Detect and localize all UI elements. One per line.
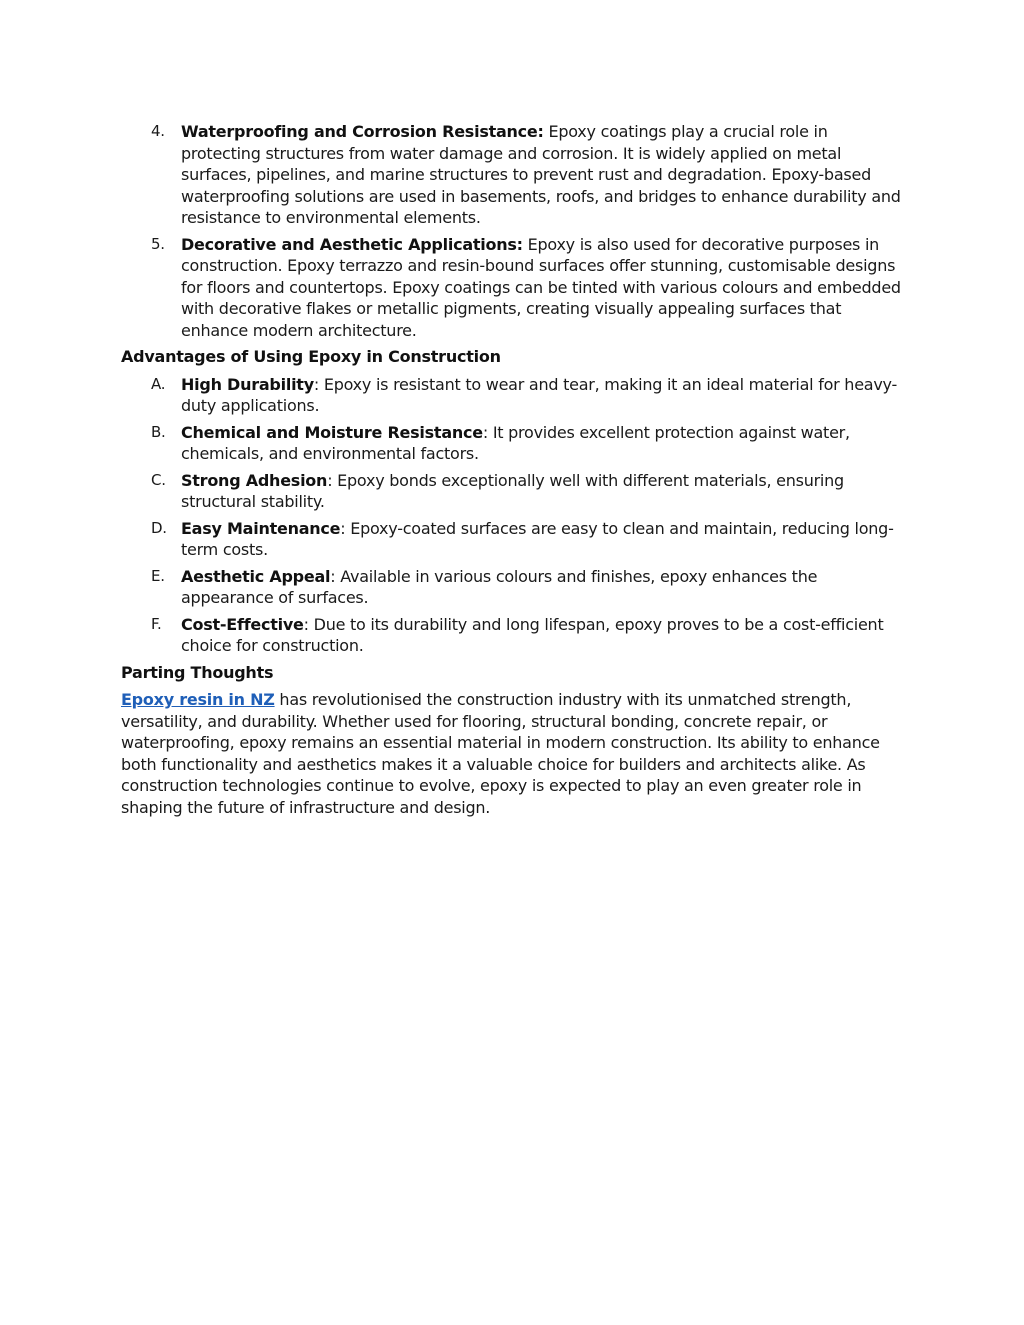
parting-text: has revolutionised the construction industry with its unmatched strength, versatility, and durability. Whether used for flooring, structural bonding, concrete repair, or waterproofing, epoxy remains an essential material in modern construction. Its ability to enhance both functionality and aesthetics makes it a valuable choice for builders and architects alike. As construction technologies continue to evolve, epoxy is expected to play an even greater role in shaping the future of infrastructure and design. (121, 690, 880, 817)
advantage-text: : Available in various colours and finishes, epoxy enhances the appearance of surfaces. (181, 566, 818, 607)
advantage-item-aesthetic (121, 566, 911, 609)
advantage-title: Easy Maintenance (181, 518, 341, 538)
advantage-title: Aesthetic Appeal (181, 566, 331, 586)
list-item-waterproofing (121, 121, 911, 229)
advantage-item-maintenance (121, 518, 911, 561)
advantage-title: Chemical and Moisture Resistance (181, 422, 483, 442)
advantage-item-adhesion (121, 470, 911, 513)
list-marker: A. (151, 374, 166, 393)
document-page (121, 121, 911, 818)
list-marker: B. (151, 422, 166, 441)
list-marker: E. (151, 566, 165, 585)
list-marker: D. (151, 518, 167, 537)
epoxy-resin-link[interactable]: Epoxy resin in NZ (121, 690, 275, 709)
list-item-decorative (121, 234, 911, 342)
list-marker: F. (151, 614, 162, 633)
advantage-item-chemical (121, 422, 911, 465)
advantage-text: : Epoxy bonds exceptionally well with different materials, ensuring structural stability. (181, 470, 844, 511)
advantage-text: : Epoxy is resistant to wear and tear, making it an ideal material for heavy-duty applications. (181, 374, 898, 415)
list-item-text: Epoxy is also used for decorative purposes in construction. Epoxy terrazzo and resin-bound surfaces offer stunning, customisable designs for floors and countertops. Epoxy coatings can be tinted with various colours and embedded with decorative flakes or metallic pigments, creating visually appealing surfaces that enhance modern architecture. (181, 234, 901, 340)
list-marker: 4. (151, 122, 165, 140)
list-marker: 5. (151, 234, 165, 253)
parting-paragraph (121, 689, 911, 818)
list-marker: C. (151, 470, 166, 489)
list-item-text: Epoxy coatings play a crucial role in protecting structures from water damage and corrosion. It is widely applied on metal surfaces, pipelines, and marine structures to prevent rust and degradation. Epoxy-based waterproofing solutions are used in basements, roofs, and bridges to enhance durability and resistance to environmental elements. (181, 122, 901, 227)
parting-heading: Parting Thoughts (121, 662, 274, 682)
advantage-text: : Due to its durability and long lifespan, epoxy proves to be a cost-efficient choice for construction. (181, 614, 884, 655)
advantage-text: : It provides excellent protection against water, chemicals, and environmental factors. (181, 422, 850, 463)
advantage-title: Strong Adhesion (181, 470, 328, 490)
list-item-title: Decorative and Aesthetic Applications: (181, 234, 523, 254)
advantage-title: Cost-Effective (181, 614, 304, 634)
advantages-heading: Advantages of Using Epoxy in Construction (121, 347, 501, 366)
advantage-item-durability (121, 374, 911, 417)
advantage-item-cost (121, 614, 911, 657)
list-item-title: Waterproofing and Corrosion Resistance: (181, 122, 544, 141)
advantage-text: : Epoxy-coated surfaces are easy to clean and maintain, reducing long-term costs. (181, 518, 894, 559)
advantage-title: High Durability (181, 374, 314, 394)
